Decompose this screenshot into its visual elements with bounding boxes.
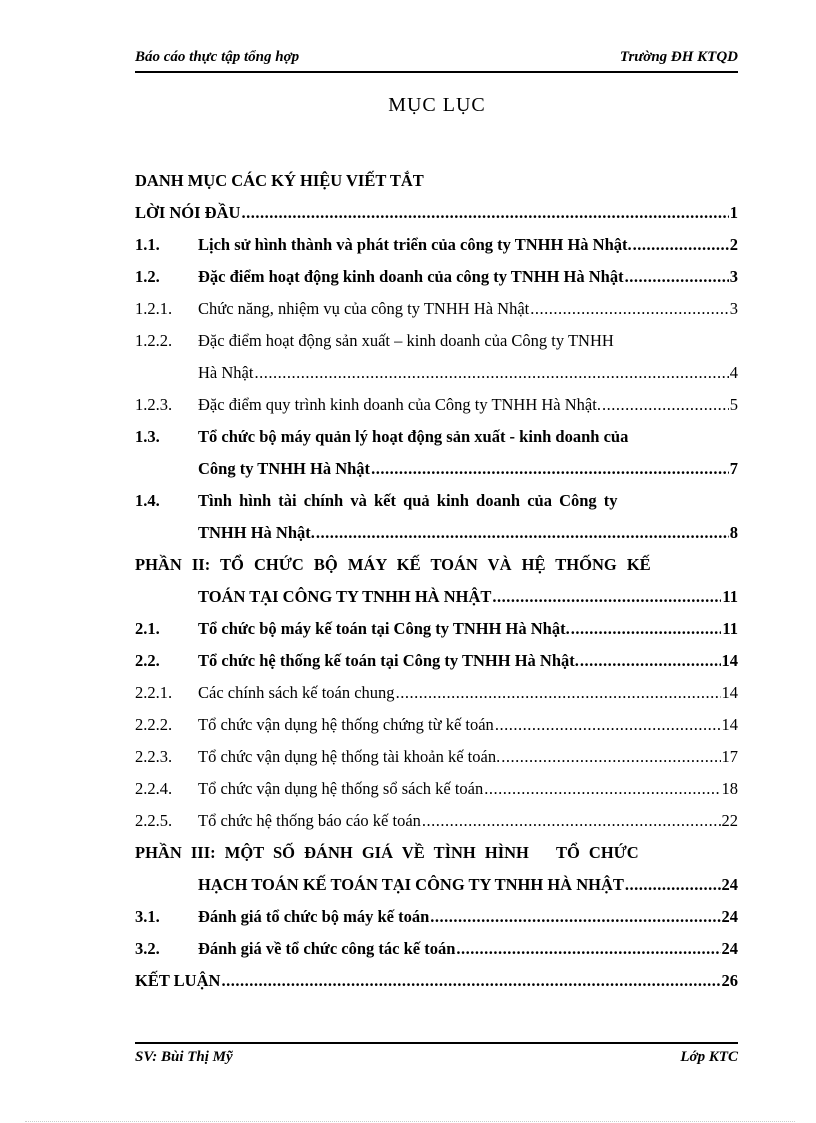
toc-entry-text: DANH MỤC CÁC KÝ HIỆU VIẾT TẮT [135,171,424,190]
toc-entry-number: 2.2.4. [135,779,173,798]
toc-leader-dots [316,523,729,543]
toc-entry-continuation[interactable] [135,455,738,484]
toc-entry-number: 2.2.1. [135,683,173,702]
toc-entry[interactable] [135,903,738,932]
toc-leader-dots [241,203,728,223]
page-title: MỤC LỤC [388,94,486,116]
toc-entry-number: 1.2.1. [135,299,173,318]
page-bottom-divider [25,1121,795,1122]
toc-entry-number: 2.1. [135,619,160,638]
toc-leader-dots [492,587,721,607]
toc-entry[interactable] [135,775,738,804]
toc-entry-number: 2.2. [135,651,160,670]
toc-entry[interactable] [135,615,738,644]
toc-entry-text-line2: HẠCH TOÁN KẾ TOÁN TẠI CÔNG TY TNHH HÀ NHẬT [198,875,624,894]
toc-entry-continuation[interactable] [135,871,738,900]
toc-entry-number: 1.2.2. [135,331,173,350]
toc-entry-number: 2.2.3. [135,747,173,766]
toc-entry[interactable] [135,231,738,260]
toc-entry-number: 2.2.5. [135,811,173,830]
toc-entry[interactable] [135,743,738,772]
toc-entry-text-span: Tình hình tài chính và kết quả kinh doanh của Công ty [198,491,618,510]
toc-leader-dots [422,811,721,831]
toc-entry-text-line1: PHẦN III: MỘT SỐ ĐÁNH GIÁ VỀ TÌNH HÌNH TỔ CHỨC [135,843,639,862]
toc-entry-text-line2: Công ty TNHH Hà Nhật [198,459,371,478]
toc-page-number: 18 [721,779,738,798]
toc-section-heading[interactable] [135,839,738,868]
toc-entry[interactable] [135,295,738,324]
toc-leader-dots [484,779,720,799]
toc-leader-dots [254,363,728,383]
toc-page-number: 4 [729,363,738,382]
toc-entry-text: Đặc điểm quy trình kinh doanh của Công ty TNHH Hà Nhật. [198,395,601,414]
toc-leader-dots [530,299,729,319]
toc-entry-text: Tổ chức vận dụng hệ thống sổ sách kế toán [198,779,484,798]
toc-leader-dots [456,939,720,959]
header-report-title: Báo cáo thực tập tổng hợp [135,49,300,65]
toc-page-number: 5 [729,395,738,414]
toc-entry[interactable] [135,679,738,708]
toc-entry-text-line1 [198,491,738,511]
toc-leader-dots [396,683,721,703]
toc-page-number: 8 [729,523,738,542]
toc-leader-dots [571,619,722,639]
toc-entry-text: Các chính sách kế toán chung [198,683,395,702]
toc-entry-text: Đánh giá về tổ chức công tác kế toán [198,939,456,958]
toc-entry[interactable] [135,807,738,836]
toc-entry[interactable] [135,423,738,452]
toc-entry-text-line2: Hà Nhật [198,363,254,382]
toc-entry[interactable] [135,935,738,964]
toc-entry-number: 1.4. [135,491,160,510]
toc-leader-dots [430,907,720,927]
toc-entry-text-line2: TOÁN TẠI CÔNG TY TNHH HÀ NHẬT [198,587,492,606]
toc-entry-continuation[interactable] [135,359,738,388]
toc-entry-text: Đánh giá tổ chức bộ máy kế toán [198,907,430,926]
toc-leader-dots [633,235,729,255]
toc-page-number: 24 [721,875,738,894]
toc-page-number: 14 [721,715,738,734]
toc-entry-number: 1.2. [135,267,160,286]
toc-leader-dots [580,651,721,671]
toc-entry-text-line1: Đặc điểm hoạt động sản xuất – kinh doanh của Công ty TNHH [198,331,614,350]
toc-entry-text-line1: Tổ chức bộ máy quản lý hoạt động sản xuất - kinh doanh của [198,427,629,446]
toc-entry-number: 3.1. [135,907,160,926]
toc-entry-number: 1.2.3. [135,395,173,414]
toc-entry-text: KẾT LUẬN [135,971,221,990]
toc-entry-text: Đặc điểm hoạt động kinh doanh của công ty TNHH Hà Nhật [198,267,624,286]
toc-page-number: 2 [729,235,738,254]
toc-entry-text: Chức năng, nhiệm vụ của công ty TNHH Hà Nhật [198,299,530,318]
toc-leader-dots [602,395,729,415]
toc-page-number: 17 [721,747,738,766]
toc-entry-text-line2: TNHH Hà Nhật. [198,523,315,542]
toc-page-number: 26 [721,971,738,990]
footer-student-name: SV: Bùi Thị Mỹ [135,1049,233,1065]
toc-entry-text: Tổ chức vận dụng hệ thống chứng từ kế toán [198,715,494,734]
toc-page-number: 11 [722,587,738,606]
toc-page-number: 7 [729,459,738,478]
toc-page-number: 11 [722,619,738,638]
toc-page-number: 22 [721,811,738,830]
toc-entry[interactable] [135,263,738,292]
toc-entry[interactable] [135,647,738,676]
toc-page-number: 24 [721,907,738,926]
page-header [135,47,738,73]
toc-entry[interactable] [135,199,738,228]
toc-leader-dots [625,875,721,895]
header-university: Trường ĐH KTQD [619,49,738,65]
toc-leader-dots [371,459,729,479]
toc-entry-text: Tổ chức bộ máy kế toán tại Công ty TNHH Hà Nhật. [198,619,570,638]
toc-entry-number: 3.2. [135,939,160,958]
toc-entry[interactable] [135,487,738,516]
toc-entry-text: Tổ chức hệ thống kế toán tại Công ty TNHH Hà Nhật. [198,651,579,670]
toc-page-number: 3 [729,267,738,286]
toc-entry-text-line1: PHẦN II: TỔ CHỨC BỘ MÁY KẾ TOÁN VÀ HỆ THỐNG KẾ [135,555,651,574]
toc-leader-dots [625,267,729,287]
toc-entry-text: LỜI NÓI ĐẦU [135,203,241,222]
toc-leader-dots [221,971,720,991]
toc-section-heading[interactable] [135,551,738,580]
toc-page-number: 14 [721,651,738,670]
page-footer [135,1042,738,1074]
toc-page-number: 1 [729,203,738,222]
toc-page-number: 24 [721,939,738,958]
toc-entry[interactable] [135,327,738,356]
toc-entry[interactable] [135,711,738,740]
toc-entry[interactable] [135,391,738,420]
toc-entry-continuation[interactable] [135,519,738,548]
toc-entry[interactable] [135,167,738,196]
toc-leader-dots [501,747,720,767]
toc-entry-number: 2.2.2. [135,715,173,734]
footer-class: Lớp KTC [680,1049,738,1065]
toc-entry[interactable] [135,967,738,996]
toc-leader-dots [495,715,721,735]
toc-entry-text: Lịch sử hình thành và phát triển của công ty TNHH Hà Nhật. [198,235,632,254]
toc-entry-number: 1.1. [135,235,160,254]
toc-entry-continuation[interactable] [135,583,738,612]
toc-entry-text: Tổ chức hệ thống báo cáo kế toán [198,811,421,830]
toc-entry-number: 1.3. [135,427,160,446]
toc-entry-text: Tổ chức vận dụng hệ thống tài khoản kế toán. [198,747,501,766]
toc-page-number: 14 [721,683,738,702]
toc-page-number: 3 [729,299,738,318]
